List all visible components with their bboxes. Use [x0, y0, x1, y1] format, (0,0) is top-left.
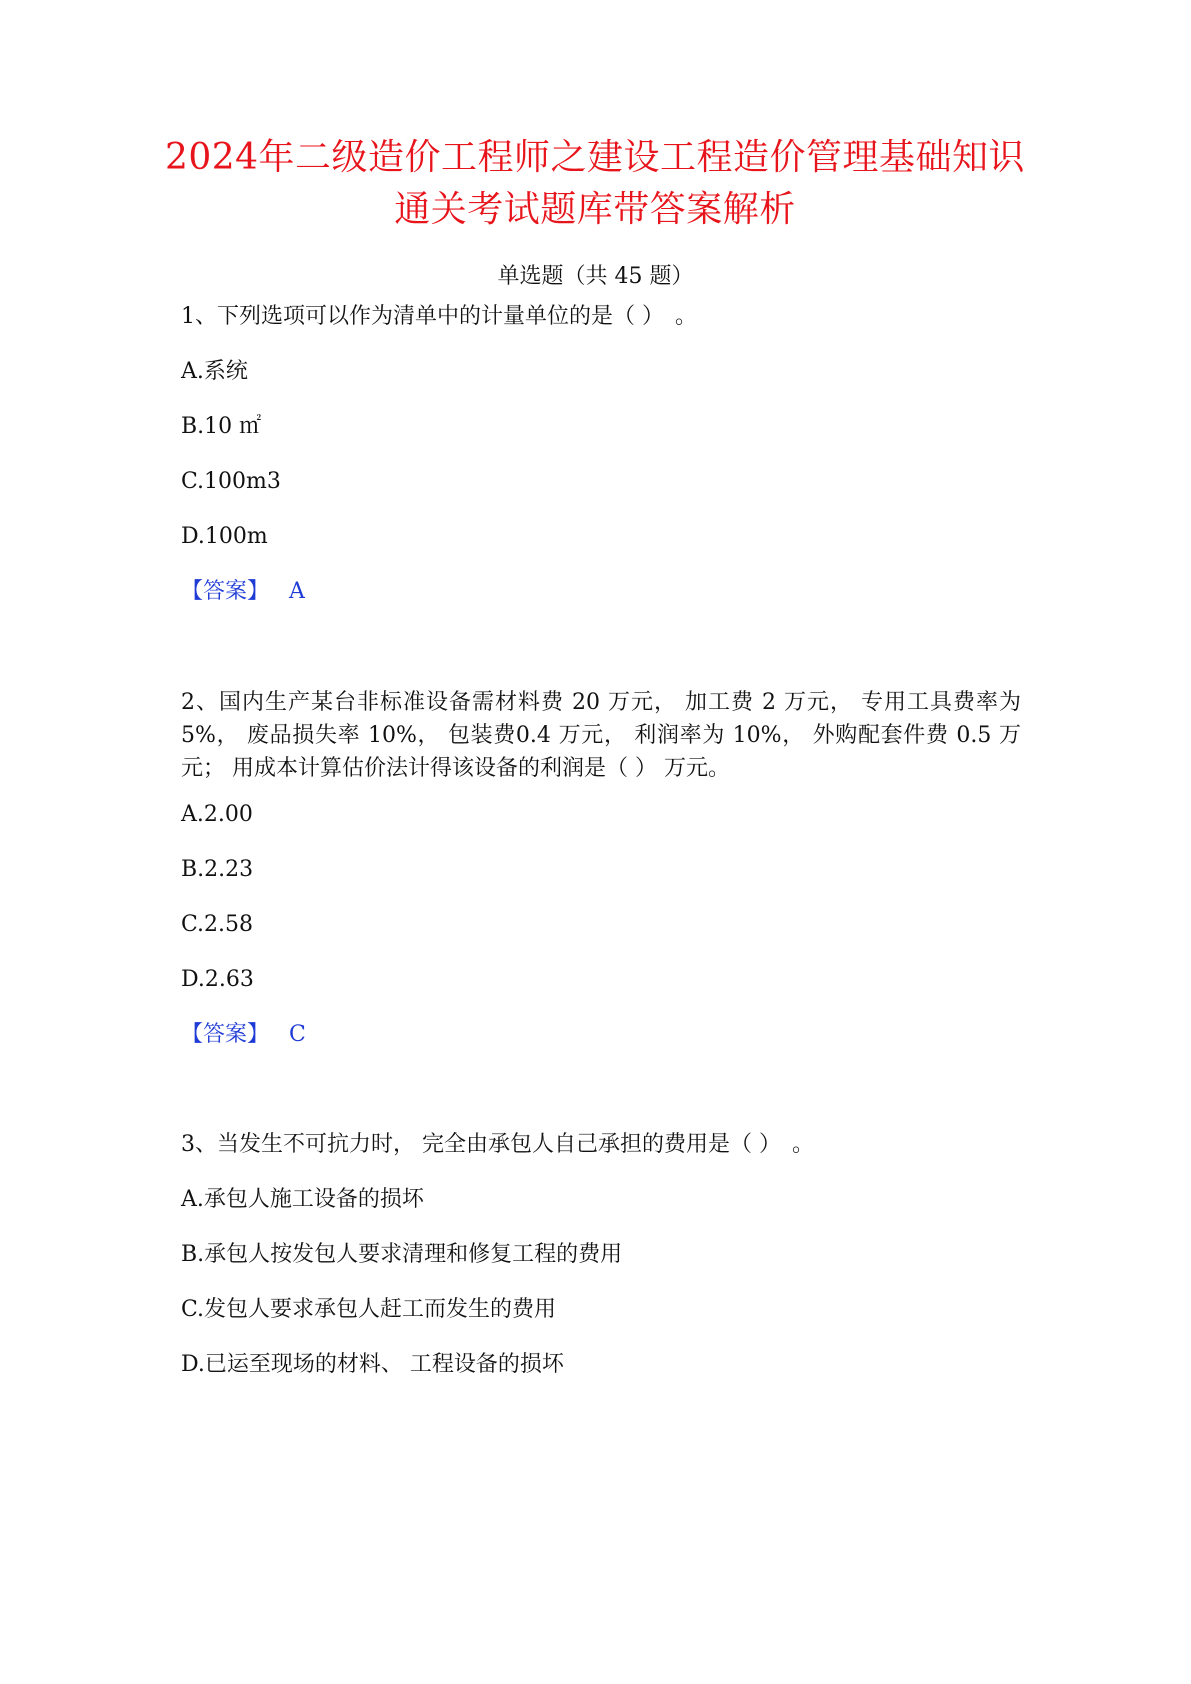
answer-label: 【答案】 [181, 1022, 270, 1047]
document-title: 2024年二级造价工程师之建设工程造价管理基础知识通关考试题库带答案解析 [164, 137, 1026, 230]
question-1-option-d: D.100m [181, 524, 268, 549]
question-1-option-a: A.系统 [181, 359, 248, 384]
question-2-option-b: B.2.23 [181, 857, 254, 882]
question-3-stem: 3、当发生不可抗力时， 完全由承包人自己承担的费用是（ ） 。 [181, 1132, 814, 1157]
question-2-option-a: A.2.00 [181, 802, 253, 827]
question-3-option-b: B.承包人按发包人要求清理和修复工程的费用 [181, 1242, 623, 1267]
question-3-option-a: A.承包人施工设备的损坏 [181, 1187, 424, 1212]
answer-label: 【答案】 [181, 579, 270, 604]
question-2-option-d: D.2.63 [181, 967, 254, 992]
section-heading: 单选题（共 45 题） [497, 264, 694, 289]
question-3-option-c: C.发包人要求承包人赶工而发生的费用 [181, 1297, 557, 1322]
answer-value: C [289, 1022, 306, 1047]
question-2-answer [181, 1020, 1021, 1050]
question-2-option-c: C.2.58 [181, 912, 254, 937]
question-2-stem: 2、国内生产某台非标准设备需材料费 20 万元， 加工费 2 万元， 专用工具费率为 5%， 废品损失率 10%， 包装费0.4 万元， 利润率为 10%， 外购配套件费 0.5 万元； 用成本计算估价法计得该设备的利润是（ ） 万元。 [181, 690, 1021, 781]
question-1-option-b: B.10 ㎡ [181, 414, 262, 439]
question-3-option-d: D.已运至现场的材料、 工程设备的损坏 [181, 1352, 564, 1377]
question-1-answer [181, 577, 1021, 607]
question-1-stem: 1、下列选项可以作为清单中的计量单位的是（ ） 。 [181, 304, 697, 329]
question-1-option-c: C.100m3 [181, 469, 281, 494]
answer-value: A [289, 579, 305, 604]
